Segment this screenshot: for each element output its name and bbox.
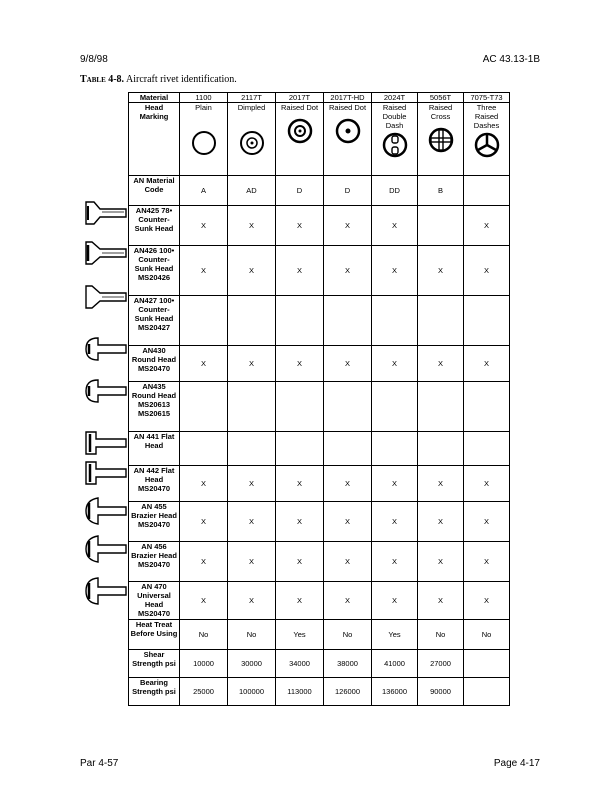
table-cell: X: [180, 466, 228, 502]
table-cell: No: [418, 620, 464, 650]
raised-dot-head-icon: [287, 118, 313, 144]
table-cell: 10000: [180, 650, 228, 678]
material-1100: 1100: [180, 93, 228, 103]
table-cell: X: [464, 502, 510, 542]
material-2117t: 2117T: [228, 93, 276, 103]
table-cell: X: [276, 542, 324, 582]
mark-dimpled-text: Dimpled: [237, 103, 266, 112]
table-cell: [464, 296, 510, 346]
table-cell: [276, 296, 324, 346]
table-cell: Yes: [276, 620, 324, 650]
header-date: 9/8/98: [80, 54, 108, 65]
mark-raised-dot-text: Raised Dot: [280, 103, 319, 112]
material-2017t: 2017T: [276, 93, 324, 103]
table-cell: No: [464, 620, 510, 650]
rivet-identification-table: [128, 92, 510, 706]
table-cell: X: [180, 206, 228, 246]
row-label: AN 441 Flat Head: [129, 432, 180, 466]
table-caption: [80, 74, 237, 85]
table-cell: X: [464, 582, 510, 620]
material-5056t: 5056T: [418, 93, 464, 103]
table-cell: X: [324, 346, 372, 382]
table-cell: 136000: [372, 678, 418, 706]
table-cell: X: [372, 582, 418, 620]
table-cell: [180, 296, 228, 346]
table-cell: [228, 296, 276, 346]
material-2024t: 2024T: [372, 93, 418, 103]
row-label: AN427 100• Counter- Sunk Head MS20427: [129, 296, 180, 346]
countersunk-100-rivet-icon: [84, 240, 128, 266]
mark-dimpled: [228, 103, 276, 176]
head-marking-label: Head Marking: [129, 103, 180, 176]
material-label: Material: [129, 93, 180, 103]
table-cell: 90000: [418, 678, 464, 706]
table-cell: No: [228, 620, 276, 650]
table-cell: X: [180, 582, 228, 620]
table-row: [129, 466, 510, 502]
mark-raised-cross: [418, 103, 464, 176]
table-cell: [324, 296, 372, 346]
table-cell: X: [228, 246, 276, 296]
table-row: [129, 432, 510, 466]
caption-label: Table 4-8.: [80, 74, 125, 85]
table-cell: [276, 432, 324, 466]
table-cell: [324, 382, 372, 432]
countersunk-78-rivet-icon: [84, 200, 128, 226]
raised-dot-hd-head-icon: [335, 118, 361, 144]
table-cell: [418, 296, 464, 346]
table-cell: X: [418, 582, 464, 620]
table-cell: X: [276, 582, 324, 620]
head-marking-row: [129, 103, 510, 176]
row-label: Heat Treat Before Using: [129, 620, 180, 650]
table-cell: X: [228, 582, 276, 620]
table-cell: [372, 296, 418, 346]
table-cell: Yes: [372, 620, 418, 650]
table-cell: X: [418, 246, 464, 296]
table-cell: AD: [228, 176, 276, 206]
table-cell: X: [324, 542, 372, 582]
material-row: [129, 93, 510, 103]
table-cell: X: [324, 502, 372, 542]
table-cell: [464, 678, 510, 706]
table-cell: X: [372, 206, 418, 246]
table-cell: 41000: [372, 650, 418, 678]
table-cell: X: [276, 466, 324, 502]
table-cell: [418, 432, 464, 466]
table-cell: X: [324, 246, 372, 296]
table-cell: [372, 382, 418, 432]
table-cell: X: [276, 346, 324, 382]
table-cell: 113000: [276, 678, 324, 706]
table-cell: X: [180, 502, 228, 542]
table-cell: No: [324, 620, 372, 650]
table-cell: 126000: [324, 678, 372, 706]
table-cell: X: [372, 542, 418, 582]
dimpled-head-icon: [239, 130, 265, 156]
mark-plain: [180, 103, 228, 176]
table-row: [129, 582, 510, 620]
mark-three-raised-dashes-text: Three Raised Dashes: [473, 103, 500, 130]
header-doc-number: AC 43.13-1B: [482, 54, 540, 65]
table-row: [129, 382, 510, 432]
table-row: [129, 678, 510, 706]
table-cell: 30000: [228, 650, 276, 678]
table-cell: X: [464, 246, 510, 296]
table-row: [129, 296, 510, 346]
mark-raised-dot-hd-text: Raised Dot: [328, 103, 367, 112]
table-cell: A: [180, 176, 228, 206]
table-cell: X: [372, 346, 418, 382]
row-label: AN 456 Brazier Head MS20470: [129, 542, 180, 582]
flat-head-rivet-icon: [84, 430, 128, 456]
brazier-head-rivet-icon: [84, 496, 128, 526]
row-label: AN430 Round Head MS20470: [129, 346, 180, 382]
three-raised-dashes-head-icon: [474, 132, 500, 158]
row-label: AN 470 Universal Head MS20470: [129, 582, 180, 620]
row-label: AN 455 Brazier Head MS20470: [129, 502, 180, 542]
table-row: [129, 542, 510, 582]
table-cell: [464, 650, 510, 678]
mark-raised-dot: [276, 103, 324, 176]
table-row: [129, 620, 510, 650]
table-cell: X: [228, 466, 276, 502]
round-head-rivet-icon: [84, 336, 128, 362]
table-cell: [464, 432, 510, 466]
table-cell: X: [324, 582, 372, 620]
caption-text: Aircraft rivet identification.: [124, 74, 237, 85]
table-cell: X: [228, 502, 276, 542]
table-cell: X: [228, 206, 276, 246]
material-2017t-hd: 2017T-HD: [324, 93, 372, 103]
table-row: [129, 176, 510, 206]
table-cell: No: [180, 620, 228, 650]
table-cell: X: [324, 466, 372, 502]
table-cell: B: [418, 176, 464, 206]
mark-raised-double-dash: [372, 103, 418, 176]
table-cell: [228, 432, 276, 466]
table-cell: X: [372, 466, 418, 502]
table-cell: 25000: [180, 678, 228, 706]
row-label: Bearing Strength psi: [129, 678, 180, 706]
table-row: [129, 206, 510, 246]
table-cell: [324, 432, 372, 466]
table-cell: X: [418, 346, 464, 382]
table-cell: [464, 176, 510, 206]
brazier-head-ms-rivet-icon: [84, 534, 128, 564]
mark-raised-cross-text: Raised Cross: [428, 103, 453, 121]
row-label: AN Material Code: [129, 176, 180, 206]
plain-head-icon: [191, 130, 217, 156]
mark-raised-double-dash-text: Raised Double Dash: [382, 103, 407, 130]
table-cell: [372, 432, 418, 466]
table-cell: X: [228, 346, 276, 382]
table-cell: X: [372, 246, 418, 296]
table-cell: [180, 432, 228, 466]
material-7075-t73: 7075-T73: [464, 93, 510, 103]
table-cell: X: [464, 346, 510, 382]
table-cell: X: [228, 542, 276, 582]
table-cell: X: [418, 502, 464, 542]
flat-head-ms-rivet-icon: [84, 460, 128, 486]
raised-double-dash-head-icon: [382, 132, 408, 158]
table-cell: X: [324, 206, 372, 246]
table-row: [129, 650, 510, 678]
table-cell: [180, 382, 228, 432]
table-cell: X: [464, 466, 510, 502]
raised-cross-head-icon: [428, 127, 454, 153]
footer-paragraph: Par 4-57: [80, 758, 119, 769]
table-cell: X: [276, 246, 324, 296]
table-cell: D: [276, 176, 324, 206]
table-cell: X: [464, 206, 510, 246]
table-cell: X: [276, 502, 324, 542]
table-cell: X: [180, 346, 228, 382]
table-cell: X: [418, 466, 464, 502]
row-label: AN 442 Flat Head MS20470: [129, 466, 180, 502]
table-cell: [276, 382, 324, 432]
table-row: [129, 502, 510, 542]
universal-head-rivet-icon: [84, 576, 128, 606]
table-cell: X: [180, 542, 228, 582]
table-cell: [418, 206, 464, 246]
row-label: Shear Strength psi: [129, 650, 180, 678]
table-cell: 38000: [324, 650, 372, 678]
table-row: [129, 346, 510, 382]
table-cell: 100000: [228, 678, 276, 706]
footer-page-number: Page 4-17: [493, 758, 540, 769]
mark-three-raised-dashes: [464, 103, 510, 176]
table-cell: 34000: [276, 650, 324, 678]
table-cell: [228, 382, 276, 432]
table-cell: X: [372, 502, 418, 542]
row-label: AN425 78• Counter- Sunk Head: [129, 206, 180, 246]
table-cell: 27000: [418, 650, 464, 678]
table-cell: X: [180, 246, 228, 296]
table-cell: X: [464, 542, 510, 582]
table-cell: DD: [372, 176, 418, 206]
row-label: AN426 100• Counter- Sunk Head MS20426: [129, 246, 180, 296]
table-cell: D: [324, 176, 372, 206]
table-cell: [464, 382, 510, 432]
table-row: [129, 246, 510, 296]
mark-plain-text: Plain: [195, 103, 212, 112]
round-head-ms-rivet-icon: [84, 378, 128, 404]
table-cell: X: [418, 542, 464, 582]
row-label: AN435 Round Head MS20613 MS20615: [129, 382, 180, 432]
countersunk-100-ms-rivet-icon: [84, 284, 128, 310]
table-body: [129, 176, 510, 706]
table-cell: [418, 382, 464, 432]
mark-raised-dot-hd: [324, 103, 372, 176]
table-cell: X: [276, 206, 324, 246]
